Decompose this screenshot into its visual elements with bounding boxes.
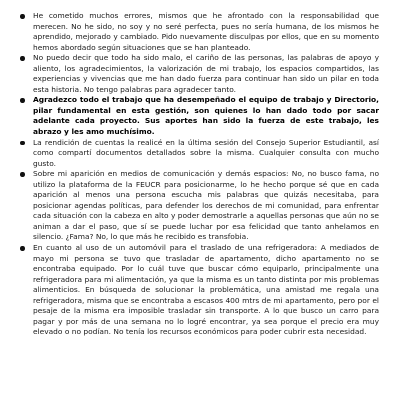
paragraph-gratitude-support bbox=[19, 53, 379, 95]
paragraph-text: Agradezco todo el trabajo que ha desempeñado el equipo de trabajo y Directorio, pilar fundamental en esta gestión, son quienes lo han dado todo por sacar adelante cada proyecto. Sus aportes han sido la fuerza de este trabajo, les abrazo y les amo muchísimo. bbox=[33, 95, 379, 137]
paragraph-text: He cometido muchos errores, mismos que he afrontado con la responsabilidad que merecen. No he sido, no soy y no seré perfecta, pues no sería humana, de los mismos he aprendido, mejorado y cambiado. Pido nuevamente disculpas por ellos, que en su momento hemos abordado según situaciones que se han planteado. bbox=[33, 11, 379, 52]
statement-document bbox=[19, 11, 379, 338]
bullet-icon bbox=[20, 246, 25, 251]
bullet-icon bbox=[20, 14, 25, 19]
bullet-icon bbox=[20, 141, 25, 146]
paragraph-car-refrigerator bbox=[19, 243, 379, 338]
paragraph-errors bbox=[19, 11, 379, 53]
bullet-list bbox=[19, 11, 379, 338]
paragraph-text: En cuanto al uso de un automóvil para el traslado de una refrigeradora: A mediados de mayo mi persona se tuvo que trasladar de apartamento, dicho apartamento no se encontraba equipado. Por lo cuál tuve que buscar cómo equiparlo, principalmente una refrigeradora para mi alimentación, ya que la misma es un tanto distinta por mis problemas alimenticios. En búsqueda de solucionar la problemática, una amistad me regala una refrigeradora, misma que se encontraba a escasos 400 mtrs de mi apartamento, pero por el pesaje de la misma era imposible trasladar sin transporte. A lo que busco un carro para pagar y por más de una semana no lo logré encontrar, ya sea porque el precio era muy elevado o no podían. No tenía los recursos económicos para poder cubrir esta necesidad. bbox=[33, 243, 379, 337]
bullet-icon bbox=[20, 98, 25, 103]
paragraph-text: No puedo decir que todo ha sido malo, el cariño de las personas, las palabras de apoyo y aliento, los agradecimientos, la valorización de mi trabajo, los espacios compartidos, las experiencias y vivencias que me han dado fuerza para continuar han sido un pilar en toda esta historia. No tengo palabras para agradecer tanto. bbox=[33, 53, 379, 94]
paragraph-accountability bbox=[19, 138, 379, 170]
paragraph-text: Sobre mi aparición en medios de comunicación y demás espacios: No, no busco fama, no utilizo la plataforma de la FEUCR para posicionarme, lo he hecho porque sé que en cada aparición al menos una persona escucha mis palabras que quizás necesitaba, para posicionar agendas políticas, para defender los derechos de mi comunidad, para enfrentar cada situación con la cabeza en alto y poder demostrarle a aquellas personas que aún no se animan a dar el paso, que sí se puede luchar por esa felicidad que tanto anhelamos en silencio. ¿Fama? No, lo que más he recibido es transfobia. bbox=[33, 169, 379, 242]
paragraph-text: La rendición de cuentas la realicé en la última sesión del Consejo Superior Estudiantil, así como compartí documentos detallados sobre la misma. Cualquier consulta con mucho gusto. bbox=[33, 137, 379, 168]
paragraph-team-thanks bbox=[19, 95, 379, 137]
paragraph-media-appearances bbox=[19, 169, 379, 243]
bullet-icon bbox=[20, 172, 25, 177]
bullet-icon bbox=[20, 56, 25, 61]
